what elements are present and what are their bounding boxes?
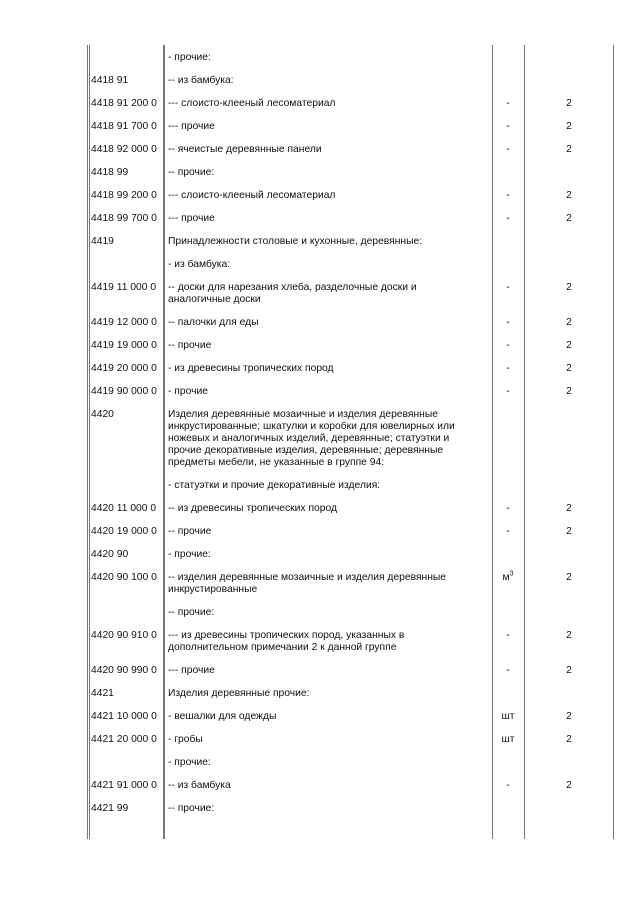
unit-of-measure bbox=[492, 757, 524, 769]
unit-of-measure-text: - bbox=[506, 97, 510, 109]
duty-rate-text: 2 bbox=[566, 120, 572, 132]
commodity-description bbox=[164, 711, 492, 723]
commodity-code-text: 4418 99 700 0 bbox=[91, 212, 157, 224]
commodity-description-text: -- прочие: bbox=[168, 606, 215, 618]
duty-rate bbox=[524, 757, 614, 769]
table-row bbox=[87, 253, 614, 276]
commodity-code bbox=[87, 688, 164, 700]
commodity-code-text: 4419 20 000 0 bbox=[91, 362, 157, 374]
commodity-description-text: -- прочие bbox=[168, 339, 212, 351]
unit-of-measure bbox=[492, 607, 524, 619]
commodity-description bbox=[164, 282, 492, 306]
commodity-description-text: -- из древесины тропических пород bbox=[168, 502, 337, 514]
unit-of-measure-text: шт bbox=[501, 710, 515, 722]
commodity-description bbox=[164, 409, 492, 469]
commodity-code bbox=[87, 630, 164, 654]
commodity-code bbox=[87, 665, 164, 677]
commodity-description bbox=[164, 665, 492, 677]
unit-of-measure-text: - bbox=[506, 502, 510, 514]
unit-of-measure-text: - bbox=[506, 339, 510, 351]
table-row bbox=[87, 46, 614, 69]
commodity-code bbox=[87, 572, 164, 596]
duty-rate bbox=[524, 572, 614, 596]
table-row bbox=[87, 380, 614, 403]
duty-rate bbox=[524, 688, 614, 700]
commodity-code-text: 4418 99 bbox=[91, 166, 129, 178]
duty-rate-text: 2 bbox=[566, 385, 572, 397]
table-row bbox=[87, 184, 614, 207]
commodity-description bbox=[164, 780, 492, 792]
commodity-description-text: - вешалки для одежды bbox=[168, 710, 277, 722]
duty-rate-text: 2 bbox=[566, 143, 572, 155]
unit-of-measure bbox=[492, 282, 524, 306]
commodity-description-text: -- изделия деревянные мозаичные и изделия деревянные инкрустированные bbox=[168, 571, 447, 595]
commodity-description bbox=[164, 630, 492, 654]
commodity-description bbox=[164, 688, 492, 700]
table-row bbox=[87, 497, 614, 520]
table-row bbox=[87, 543, 614, 566]
commodity-description bbox=[164, 503, 492, 515]
commodity-code bbox=[87, 526, 164, 538]
commodity-description-text: --- слоисто-клееный лесоматериал bbox=[168, 189, 336, 201]
duty-rate-text: 2 bbox=[566, 362, 572, 374]
duty-rate-text: 2 bbox=[566, 502, 572, 514]
unit-of-measure bbox=[492, 780, 524, 792]
commodity-description bbox=[164, 213, 492, 225]
duty-rate bbox=[524, 282, 614, 306]
unit-of-measure bbox=[492, 213, 524, 225]
commodity-description bbox=[164, 572, 492, 596]
unit-of-measure bbox=[492, 259, 524, 271]
duty-rate bbox=[524, 167, 614, 179]
commodity-description-text: -- ячеистые деревянные панели bbox=[168, 143, 322, 155]
duty-rate bbox=[524, 630, 614, 654]
commodity-code bbox=[87, 144, 164, 156]
table-row bbox=[87, 705, 614, 728]
commodity-description-text: --- из древесины тропических пород, указанных в дополнительном примечании 2 к данной группе bbox=[168, 629, 405, 653]
duty-rate-text: 2 bbox=[566, 629, 572, 641]
duty-rate bbox=[524, 213, 614, 225]
duty-rate bbox=[524, 803, 614, 815]
commodity-code bbox=[87, 236, 164, 248]
commodity-description bbox=[164, 549, 492, 561]
commodity-code-text: 4418 99 200 0 bbox=[91, 189, 157, 201]
unit-of-measure bbox=[492, 75, 524, 87]
commodity-description bbox=[164, 236, 492, 248]
unit-of-measure bbox=[492, 630, 524, 654]
commodity-code-text: 4421 99 bbox=[91, 802, 129, 814]
unit-of-measure-text: - bbox=[506, 779, 510, 791]
duty-rate bbox=[524, 98, 614, 110]
unit-of-measure bbox=[492, 121, 524, 133]
duty-rate-text: 2 bbox=[566, 316, 572, 328]
duty-rate bbox=[524, 259, 614, 271]
commodity-description-text: --- слоисто-клееный лесоматериал bbox=[168, 97, 336, 109]
duty-rate-text: 2 bbox=[566, 339, 572, 351]
unit-of-measure bbox=[492, 236, 524, 248]
table-row bbox=[87, 728, 614, 751]
commodity-code-text: 4420 90 910 0 bbox=[91, 629, 157, 641]
unit-of-measure bbox=[492, 190, 524, 202]
commodity-code-text: 4421 20 000 0 bbox=[91, 733, 157, 745]
commodity-description-text: --- прочие bbox=[168, 212, 215, 224]
unit-of-measure-text: - bbox=[506, 664, 510, 676]
commodity-description bbox=[164, 75, 492, 87]
duty-rate bbox=[524, 363, 614, 375]
commodity-code-text: 4421 10 000 0 bbox=[91, 710, 157, 722]
commodity-code bbox=[87, 52, 164, 64]
commodity-code-text: 4420 90 990 0 bbox=[91, 664, 157, 676]
commodity-description-text: Принадлежности столовые и кухонные, деревянные: bbox=[168, 235, 423, 247]
commodity-description-text: Изделия деревянные прочие: bbox=[168, 687, 310, 699]
commodity-description-text: -- из бамбука: bbox=[168, 74, 234, 86]
commodity-description-text: - статуэтки и прочие декоративные изделия: bbox=[168, 479, 381, 491]
commodity-code-text: 4420 90 bbox=[91, 548, 129, 560]
unit-of-measure bbox=[492, 734, 524, 746]
unit-of-measure-text: - bbox=[506, 385, 510, 397]
commodity-code bbox=[87, 317, 164, 329]
commodity-description bbox=[164, 607, 492, 619]
unit-of-measure bbox=[492, 503, 524, 515]
unit-of-measure-text: - bbox=[506, 143, 510, 155]
commodity-description-text: -- палочки для еды bbox=[168, 316, 259, 328]
unit-of-measure bbox=[492, 549, 524, 561]
commodity-code-text: 4420 bbox=[91, 408, 114, 420]
duty-rate bbox=[524, 526, 614, 538]
commodity-code-text: 4419 19 000 0 bbox=[91, 339, 157, 351]
duty-rate-text: 2 bbox=[566, 189, 572, 201]
commodity-description-text: -- прочие bbox=[168, 525, 212, 537]
commodity-code-text: 4420 90 100 0 bbox=[91, 571, 157, 583]
commodity-description bbox=[164, 803, 492, 815]
commodity-code bbox=[87, 549, 164, 561]
commodity-code bbox=[87, 734, 164, 746]
unit-of-measure-text: м bbox=[502, 571, 510, 583]
commodity-description bbox=[164, 386, 492, 398]
commodity-description bbox=[164, 757, 492, 769]
commodity-description-text: -- прочие: bbox=[168, 166, 215, 178]
duty-rate bbox=[524, 190, 614, 202]
duty-rate bbox=[524, 549, 614, 561]
duty-rate bbox=[524, 734, 614, 746]
commodity-code-text: 4418 91 bbox=[91, 74, 129, 86]
commodity-description-text: - из древесины тропических пород bbox=[168, 362, 334, 374]
commodity-description bbox=[164, 363, 492, 375]
table-row bbox=[87, 69, 614, 92]
duty-rate bbox=[524, 780, 614, 792]
table-row bbox=[87, 276, 614, 311]
unit-of-measure-text: - bbox=[506, 189, 510, 201]
duty-rate bbox=[524, 340, 614, 352]
commodity-description bbox=[164, 259, 492, 271]
commodity-code bbox=[87, 711, 164, 723]
commodity-description-text: -- доски для нарезания хлеба, разделочные доски и аналогичные доски bbox=[168, 281, 417, 305]
table-row bbox=[87, 207, 614, 230]
duty-rate bbox=[524, 52, 614, 64]
unit-of-measure bbox=[492, 52, 524, 64]
commodity-description bbox=[164, 317, 492, 329]
unit-of-measure-text: - bbox=[506, 212, 510, 224]
duty-rate-text: 2 bbox=[566, 571, 572, 583]
commodity-description-text: --- прочие bbox=[168, 664, 215, 676]
commodity-code bbox=[87, 98, 164, 110]
commodity-code bbox=[87, 363, 164, 375]
duty-rate bbox=[524, 665, 614, 677]
commodity-code-text: 4418 92 000 0 bbox=[91, 143, 157, 155]
table-row bbox=[87, 115, 614, 138]
duty-rate bbox=[524, 480, 614, 492]
commodity-code-text: 4419 bbox=[91, 235, 114, 247]
commodity-code bbox=[87, 757, 164, 769]
duty-rate-text: 2 bbox=[566, 779, 572, 791]
duty-rate-text: 2 bbox=[566, 733, 572, 745]
duty-rate bbox=[524, 607, 614, 619]
duty-rate bbox=[524, 503, 614, 515]
unit-of-measure bbox=[492, 317, 524, 329]
commodity-code bbox=[87, 480, 164, 492]
commodity-code bbox=[87, 340, 164, 352]
duty-rate-text: 2 bbox=[566, 97, 572, 109]
commodity-description-text: - прочие: bbox=[168, 756, 211, 768]
commodity-code-text: 4419 90 000 0 bbox=[91, 385, 157, 397]
commodity-code-text: 4419 12 000 0 bbox=[91, 316, 157, 328]
commodity-code bbox=[87, 190, 164, 202]
commodity-description-text: - прочие: bbox=[168, 51, 211, 63]
table-row bbox=[87, 403, 614, 474]
duty-rate-text: 2 bbox=[566, 212, 572, 224]
duty-rate bbox=[524, 121, 614, 133]
duty-rate bbox=[524, 409, 614, 469]
table-row bbox=[87, 682, 614, 705]
unit-of-measure bbox=[492, 144, 524, 156]
commodity-code-text: 4420 19 000 0 bbox=[91, 525, 157, 537]
unit-of-measure-text: - bbox=[506, 316, 510, 328]
unit-of-measure-text: шт bbox=[501, 733, 515, 745]
duty-rate-text: 2 bbox=[566, 664, 572, 676]
unit-superscript: 3 bbox=[509, 570, 514, 578]
unit-of-measure bbox=[492, 665, 524, 677]
commodity-code-text: 4419 11 000 0 bbox=[91, 281, 157, 293]
commodity-description bbox=[164, 526, 492, 538]
duty-rate bbox=[524, 144, 614, 156]
commodity-description bbox=[164, 121, 492, 133]
commodity-code bbox=[87, 75, 164, 87]
duty-rate bbox=[524, 386, 614, 398]
unit-of-measure bbox=[492, 688, 524, 700]
unit-of-measure-text: - bbox=[506, 629, 510, 641]
commodity-description bbox=[164, 52, 492, 64]
commodity-code bbox=[87, 282, 164, 306]
table-row bbox=[87, 334, 614, 357]
duty-rate-text: 2 bbox=[566, 710, 572, 722]
commodity-code bbox=[87, 259, 164, 271]
duty-rate bbox=[524, 317, 614, 329]
table-row bbox=[87, 357, 614, 380]
commodity-code-text: 4421 bbox=[91, 687, 114, 699]
commodity-code bbox=[87, 780, 164, 792]
table-row bbox=[87, 624, 614, 659]
commodity-description bbox=[164, 144, 492, 156]
table-body bbox=[87, 46, 614, 820]
table-row bbox=[87, 161, 614, 184]
unit-of-measure bbox=[492, 572, 524, 596]
duty-rate-text: 2 bbox=[566, 525, 572, 537]
unit-of-measure bbox=[492, 98, 524, 110]
commodity-description bbox=[164, 190, 492, 202]
table-row bbox=[87, 659, 614, 682]
commodity-code bbox=[87, 213, 164, 225]
table-row bbox=[87, 520, 614, 543]
commodity-code-text: 4420 11 000 0 bbox=[91, 502, 157, 514]
unit-of-measure bbox=[492, 409, 524, 469]
unit-of-measure bbox=[492, 526, 524, 538]
commodity-description-text: -- прочие: bbox=[168, 802, 215, 814]
unit-of-measure-text: - bbox=[506, 281, 510, 293]
commodity-code bbox=[87, 167, 164, 179]
duty-rate bbox=[524, 711, 614, 723]
commodity-description-text: --- прочие bbox=[168, 120, 215, 132]
table-row bbox=[87, 230, 614, 253]
commodity-description-text: - прочие bbox=[168, 385, 208, 397]
unit-of-measure bbox=[492, 803, 524, 815]
commodity-description-text: -- из бамбука bbox=[168, 779, 231, 791]
unit-of-measure bbox=[492, 711, 524, 723]
table-row bbox=[87, 566, 614, 601]
unit-of-measure bbox=[492, 167, 524, 179]
commodity-description bbox=[164, 98, 492, 110]
commodity-description-text: - прочие: bbox=[168, 548, 211, 560]
duty-rate-text: 2 bbox=[566, 281, 572, 293]
commodity-code bbox=[87, 607, 164, 619]
unit-of-measure bbox=[492, 480, 524, 492]
unit-of-measure-text: - bbox=[506, 525, 510, 537]
table-row bbox=[87, 774, 614, 797]
duty-rate bbox=[524, 236, 614, 248]
unit-of-measure-text: - bbox=[506, 362, 510, 374]
duty-rate bbox=[524, 75, 614, 87]
commodity-code bbox=[87, 503, 164, 515]
commodity-code bbox=[87, 803, 164, 815]
table-row bbox=[87, 797, 614, 820]
unit-of-measure-text: - bbox=[506, 120, 510, 132]
table-row bbox=[87, 311, 614, 334]
commodity-description-text: - из бамбука: bbox=[168, 258, 231, 270]
table-row bbox=[87, 474, 614, 497]
commodity-description bbox=[164, 340, 492, 352]
commodity-code-text: 4418 91 700 0 bbox=[91, 120, 157, 132]
commodity-code-text: 4421 91 000 0 bbox=[91, 779, 157, 791]
unit-of-measure bbox=[492, 340, 524, 352]
tariff-table bbox=[87, 45, 614, 839]
commodity-code bbox=[87, 386, 164, 398]
table-row bbox=[87, 751, 614, 774]
commodity-code-text: 4418 91 200 0 bbox=[91, 97, 157, 109]
commodity-code bbox=[87, 409, 164, 469]
unit-of-measure bbox=[492, 363, 524, 375]
table-row bbox=[87, 138, 614, 161]
unit-of-measure bbox=[492, 386, 524, 398]
commodity-description-text: - гробы bbox=[168, 733, 203, 745]
commodity-description bbox=[164, 167, 492, 179]
commodity-code bbox=[87, 121, 164, 133]
commodity-description-text: Изделия деревянные мозаичные и изделия деревянные инкрустированные; шкатулки и коробки для ювелирных или ножевых и аналогичных изделий, деревянные; статуэтки и прочие декоративные изделия, деревянные; деревянные предметы мебели, не указанные в группе 94: bbox=[168, 408, 455, 468]
commodity-description bbox=[164, 734, 492, 746]
table-row bbox=[87, 92, 614, 115]
commodity-description bbox=[164, 480, 492, 492]
table-row bbox=[87, 601, 614, 624]
